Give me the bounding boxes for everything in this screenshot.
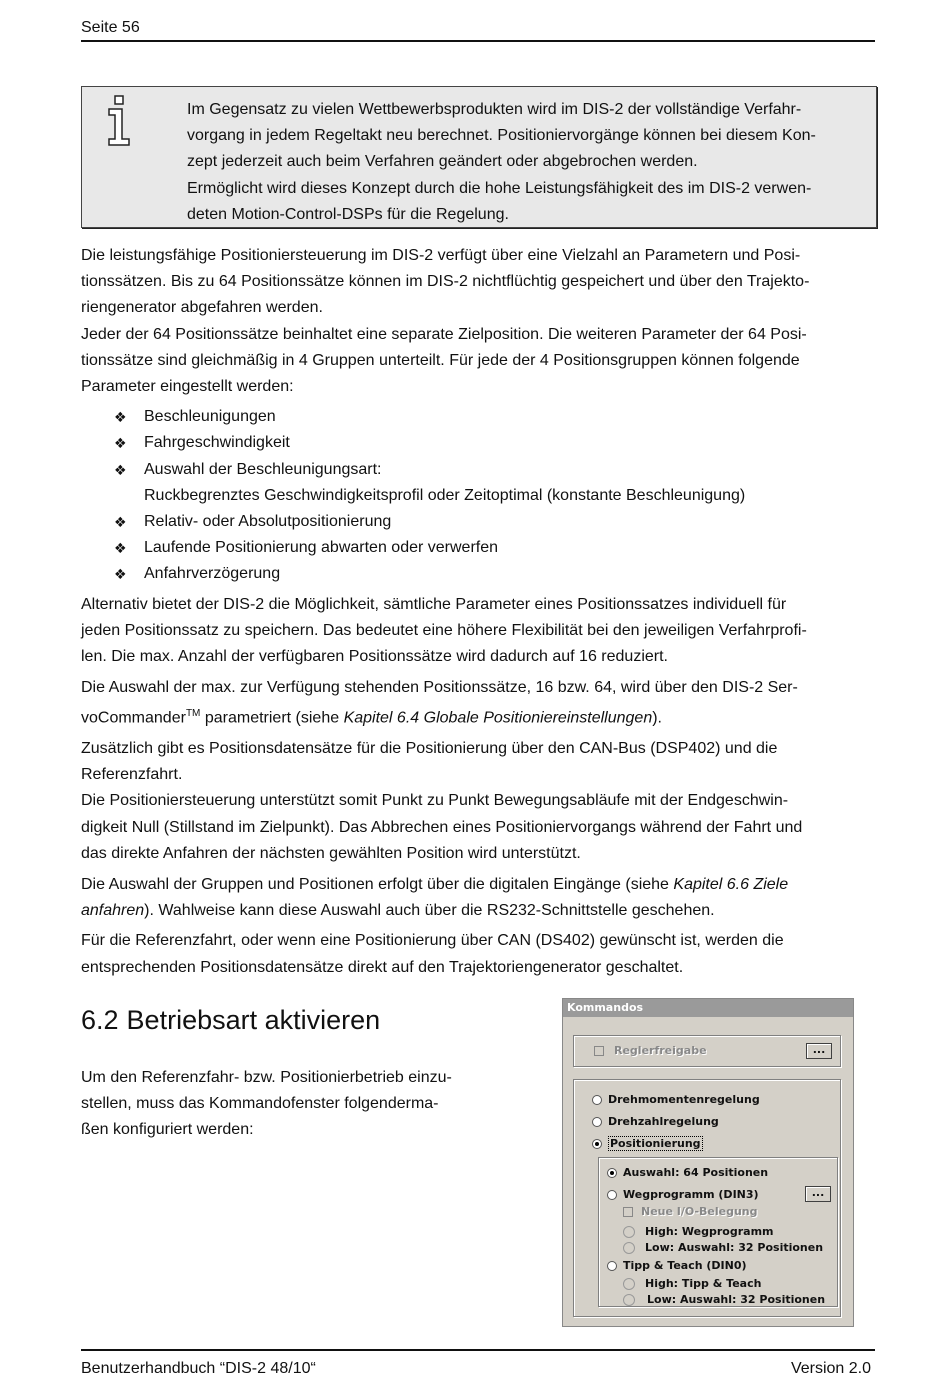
bullet-icon: ❖ [114, 566, 127, 583]
footer-document-title: Benutzerhandbuch “DIS-2 48/10“ [81, 1360, 316, 1377]
list-item [81, 561, 881, 587]
chapter-reference: anfahren [81, 901, 145, 919]
text-line: Jeder der 64 Positionssätze beinhaltet eine separate Zielposition. Die weiteren Parameter der 64 Posi- [81, 325, 807, 343]
neue-io-checkbox[interactable] [623, 1207, 633, 1217]
option-label: Tipp & Teach (DIN0) [623, 1259, 747, 1272]
list-item [81, 457, 881, 509]
mode-radio-drehzahl[interactable] [592, 1117, 602, 1127]
text-fragment: ). Wahlweise kann diese Auswahl auch über die RS232-Schnittstelle geschehen. [144, 901, 715, 919]
text-line: entsprechenden Positionsdatensätze direkt auf den Trajektoriengenerator geschaltet. [81, 958, 684, 976]
text-line: Parameter eingestellt werden: [81, 378, 294, 396]
high-weg-radio[interactable] [623, 1226, 635, 1238]
section-heading [81, 1005, 380, 1036]
positioning-subgroup [598, 1157, 838, 1307]
mode-radio-drehmoment[interactable] [592, 1095, 602, 1105]
text-line: jeden Positionssatz zu speichern. Das bedeutet eine höhere Flexibilität bei den jeweiligen Verfahrprofi- [81, 621, 807, 639]
text-line: ßen konfiguriert werden: [81, 1121, 254, 1139]
text-line: Referenzfahrt. [81, 766, 183, 784]
text-line: Um den Referenzfahr- bzw. Positionierbetrieb einzu- [81, 1069, 452, 1086]
mode-label-selected: Positionierung [610, 1137, 701, 1150]
bullet-icon: ❖ [114, 461, 127, 478]
text-line: stellen, muss das Kommandofenster folgenderma- [81, 1095, 439, 1113]
option-label: Low: Auswahl: 32 Positionen [647, 1293, 826, 1306]
text-line: Die leistungsfähige Positioniersteuerung im DIS-2 verfügt über eine Vielzahl an Parametern und Posi- [81, 247, 801, 264]
paragraph-3 [81, 592, 881, 671]
option-label: High: Tipp & Teach [645, 1277, 762, 1290]
paragraph-8 [81, 928, 881, 980]
text-line: Die Auswahl der max. zur Verfügung stehenden Positionssätze, 16 bzw. 64, wird über den DIS-2 Ser- [81, 678, 798, 696]
list-item [81, 430, 881, 456]
header-rule [81, 40, 875, 42]
wegprogramm-options-button[interactable]: ... [805, 1186, 831, 1202]
list-item [81, 535, 881, 561]
dialog-title: Kommandos [563, 999, 853, 1017]
list-item [81, 404, 881, 430]
mode-label: Drehzahlregelung [608, 1115, 719, 1128]
list-item-text: Beschleunigungen [144, 408, 276, 426]
list-item-text: Fahrgeschwindigkeit [144, 434, 290, 452]
enable-group [573, 1035, 841, 1067]
low-auswahl-2-radio[interactable] [623, 1294, 635, 1306]
reglerfreigabe-checkbox[interactable] [594, 1046, 604, 1056]
bullet-icon: ❖ [114, 435, 127, 452]
info-text [187, 97, 867, 228]
list-item-text: Auswahl der Beschleunigungsart: [144, 460, 382, 478]
info-line: deten Motion-Control-DSPs für die Regelung. [187, 205, 509, 223]
tipp-teach-radio[interactable] [607, 1261, 617, 1271]
body-text [81, 243, 881, 985]
parameter-list [81, 404, 881, 587]
paragraph-6 [81, 788, 881, 867]
list-item-text: Ruckbegrenztes Geschwindigkeitsprofil oder Zeitoptimal (konstante Beschleunigung) [144, 486, 746, 504]
text-fragment: parametriert (siehe [200, 709, 344, 727]
text-line: len. Die max. Anzahl der verfügbaren Positionssätze wird dadurch auf 16 reduziert. [81, 648, 668, 666]
trademark-mark: TM [185, 707, 201, 719]
mode-radio-positionierung[interactable] [592, 1139, 602, 1149]
section-title: Betriebsart aktivieren [126, 1005, 381, 1035]
reglerfreigabe-label: Reglerfreigabe [614, 1044, 707, 1057]
text-line: Die Positioniersteuerung unterstützt somit Punkt zu Punkt Bewegungsabläufe mit der Endgeschwin- [81, 792, 789, 810]
page-number: Seite 56 [81, 19, 140, 36]
auswahl-radio[interactable] [607, 1168, 617, 1178]
text-line: tionssätze sind gleichmäßig in 4 Gruppen unterteilt. Für jede der 4 Positionsgruppen können folgende [81, 351, 800, 369]
reglerfreigabe-options-button[interactable]: ... [806, 1043, 832, 1059]
paragraph-4 [81, 675, 881, 732]
option-label: High: Wegprogramm [645, 1225, 774, 1238]
text-fragment: Die Auswahl der Gruppen und Positionen erfolgt über die digitalen Eingänge (siehe [81, 875, 674, 893]
mode-group [573, 1079, 841, 1317]
paragraph-7 [81, 872, 881, 924]
info-line: zept jederzeit auch beim Verfahren geändert oder abgebrochen werden. [187, 153, 698, 171]
info-line: Ermöglicht wird dieses Konzept durch die hohe Leistungsfähigkeit des im DIS-2 verwen- [187, 179, 812, 197]
text-line: riengenerator abgefahren werden. [81, 299, 323, 317]
option-label: Auswahl: 64 Positionen [623, 1166, 769, 1179]
section-text [81, 1065, 501, 1144]
footer-rule [81, 1349, 875, 1351]
section-number: 6.2 [81, 1005, 119, 1035]
text-fragment: ). [652, 709, 662, 727]
info-line: vorgang in jedem Regeltakt neu berechnet. Positioniervorgänge können bei diesem Kon- [187, 127, 816, 145]
bullet-icon: ❖ [114, 409, 127, 426]
chapter-reference: Kapitel 6.4 Globale Positioniereinstellungen [343, 709, 653, 727]
list-item-text: Relativ- oder Absolutpositionierung [144, 513, 392, 531]
list-item [81, 509, 881, 535]
list-item-text: Anfahrverzögerung [144, 565, 281, 583]
text-line: digkeit Null (Stillstand im Zielpunkt). Das Abbrechen eines Positioniervorgangs während der Fahrt und [81, 818, 803, 836]
info-line: Im Gegensatz zu vielen Wettbewerbsprodukten wird im DIS-2 der vollständige Verfahr- [187, 101, 802, 118]
kommandos-dialog [562, 998, 854, 1327]
high-tipp-radio[interactable] [623, 1278, 635, 1290]
text-line: das direkte Anfahren der nächsten gewählten Position wird unterstützt. [81, 844, 581, 862]
info-icon [104, 95, 134, 147]
option-label: Low: Auswahl: 32 Positionen [645, 1241, 824, 1254]
paragraph-2 [81, 322, 881, 401]
option-label: Wegprogramm (DIN3) [623, 1188, 759, 1201]
mode-label: Drehmomentenregelung [608, 1093, 760, 1106]
text-line: tionssätzen. Bis zu 64 Positionssätze können im DIS-2 nichtflüchtig gespeichert und über den Trajekto- [81, 273, 810, 291]
paragraph-1 [81, 243, 881, 322]
footer-version: Version 2.0 [790, 1360, 871, 1377]
list-item-text: Laufende Positionierung abwarten oder verwerfen [144, 539, 499, 557]
bullet-icon: ❖ [114, 540, 127, 557]
text-line: Zusätzlich gibt es Positionsdatensätze für die Positionierung über den CAN-Bus (DSP402) und die [81, 739, 778, 757]
chapter-reference: Kapitel 6.6 Ziele [673, 875, 789, 893]
text-line: Für die Referenzfahrt, oder wenn eine Positionierung über CAN (DS402) gewünscht ist, werden die [81, 932, 784, 950]
text-line: Alternativ bietet der DIS-2 die Möglichkeit, sämtliche Parameter eines Positionssatzes individuell für [81, 595, 787, 613]
info-box [81, 86, 877, 228]
paragraph-5 [81, 736, 881, 788]
option-label: Neue I/O-Belegung [641, 1205, 758, 1218]
bullet-icon: ❖ [114, 514, 127, 531]
wegprogramm-radio[interactable] [607, 1190, 617, 1200]
low-auswahl-radio[interactable] [623, 1242, 635, 1254]
text-fragment: voCommander [81, 709, 186, 727]
